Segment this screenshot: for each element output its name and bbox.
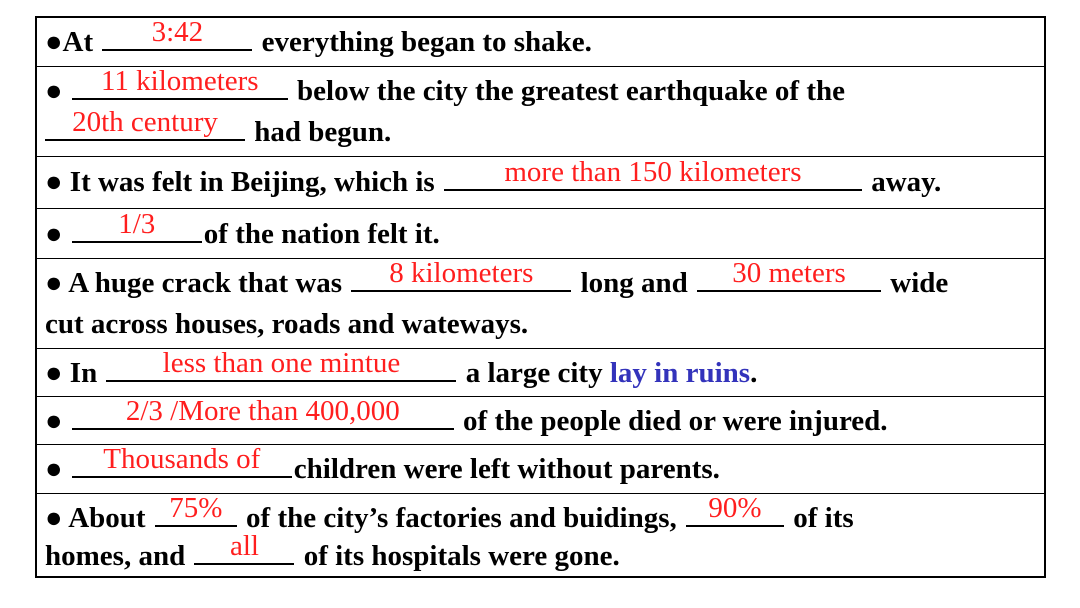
sentence-text: away.	[871, 166, 942, 198]
sentence-line	[45, 106, 392, 152]
sentence-text: of its hospitals were gone.	[303, 540, 620, 572]
answer-text: Thousands of	[103, 443, 261, 475]
answer-blank	[72, 65, 288, 100]
answer-blank	[697, 257, 881, 292]
answer-text: 11 kilometers	[100, 65, 259, 97]
table-row	[37, 349, 1044, 397]
highlighted-phrase: lay in ruins	[609, 357, 751, 389]
table-row	[37, 209, 1044, 259]
sentence-text: It was felt in Beijing, which is	[69, 166, 435, 198]
sentence-line	[45, 304, 528, 344]
sentence-line	[45, 156, 942, 202]
sentence-text: long and	[580, 267, 688, 299]
bullet: ●	[45, 218, 63, 250]
answer-blank	[351, 257, 571, 292]
answer-text: all	[229, 530, 259, 562]
answer-blank	[106, 347, 456, 382]
answer-text: 90%	[708, 492, 762, 524]
sentence-text: of the city’s factories and buidings,	[246, 502, 677, 534]
answer-blank	[72, 443, 292, 478]
sentence-text: In	[69, 357, 98, 389]
answer-blank	[72, 395, 454, 430]
sentence-text: of the people died or were injured.	[463, 405, 888, 437]
sentence-text: .	[750, 357, 758, 389]
sentence-line	[45, 347, 758, 393]
sentence-line	[45, 65, 845, 111]
answer-text: 8 kilometers	[389, 257, 534, 289]
sentence-line	[45, 16, 592, 62]
sentence-text: a large city	[465, 357, 603, 389]
sentence-text: cut across houses, roads and wateways.	[45, 308, 529, 340]
table-row	[37, 18, 1044, 67]
sentence-text: had begun.	[254, 116, 392, 148]
answer-blank	[155, 492, 237, 527]
answer-blank	[72, 208, 202, 243]
sentence-line	[45, 530, 620, 576]
sentence-text: At	[62, 26, 94, 58]
bullet: ●	[45, 75, 63, 107]
sentence-text: of its	[793, 502, 854, 534]
sentence-line	[45, 443, 720, 489]
bullet: ●	[45, 357, 63, 389]
sentence-text: homes, and	[45, 540, 186, 572]
worksheet-table	[35, 16, 1046, 578]
bullet: ●	[45, 166, 63, 198]
answer-blank	[45, 106, 245, 141]
sentence-text: of the nation felt it.	[203, 218, 440, 250]
sentence-line	[45, 395, 888, 441]
sentence-text: below the city the greatest earthquake of the	[297, 75, 845, 107]
sentence-line	[45, 257, 949, 303]
bullet: ●	[45, 26, 63, 58]
answer-text: 30 meters	[732, 257, 846, 289]
answer-text: 20th century	[72, 106, 218, 138]
sentence-text: children were left without parents.	[293, 453, 720, 485]
answer-text: 75%	[169, 492, 223, 524]
answer-text: 3:42	[151, 16, 204, 48]
sentence-text: everything began to shake.	[261, 26, 592, 58]
bullet: ●	[45, 502, 63, 534]
table-row	[37, 397, 1044, 445]
table-row	[37, 445, 1044, 494]
sentence-text: A huge crack that was	[68, 267, 343, 299]
bullet: ●	[45, 405, 63, 437]
bullet: ●	[45, 453, 63, 485]
table-row	[37, 157, 1044, 209]
bullet: ●	[45, 267, 63, 299]
table-row	[37, 494, 1044, 578]
sentence-line	[45, 492, 854, 538]
sentence-text: About	[68, 502, 146, 534]
answer-blank	[194, 530, 294, 565]
answer-text: less than one mintue	[162, 347, 401, 379]
answer-text: 2/3 /More than 400,000	[125, 395, 400, 427]
answer-text: 1/3	[118, 208, 156, 240]
answer-blank	[102, 16, 252, 51]
sentence-text: wide	[890, 267, 949, 299]
table-row	[37, 259, 1044, 349]
sentence-line	[45, 208, 440, 254]
answer-blank	[686, 492, 784, 527]
answer-blank	[444, 156, 862, 191]
table-row	[37, 67, 1044, 157]
answer-text: more than 150 kilometers	[504, 156, 802, 188]
